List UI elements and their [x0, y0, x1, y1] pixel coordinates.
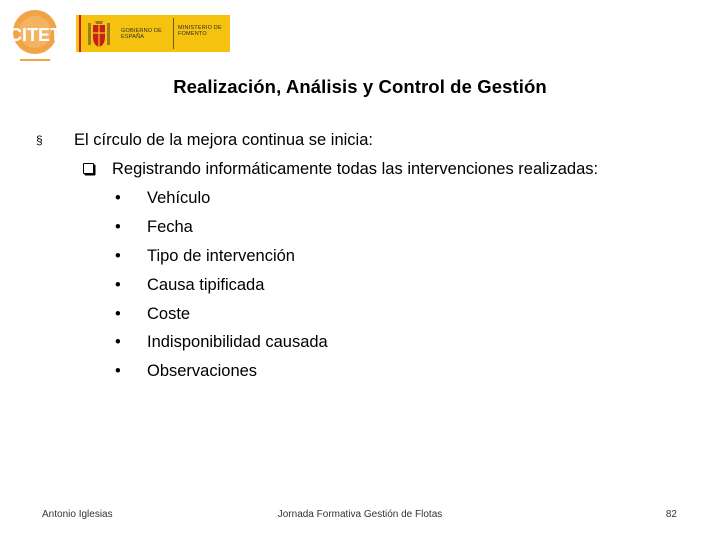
- bullet-dot: •: [115, 275, 121, 294]
- gov-logo-line1: GOBIERNO DE ESPAÑA: [121, 28, 163, 40]
- bullet-dot: •: [115, 304, 121, 323]
- footer-author: Antonio Iglesias: [42, 509, 113, 520]
- government-logo: [76, 15, 230, 52]
- gov-logo-line2: MINISTERIO DE FOMENTO: [178, 25, 222, 37]
- level1-marker: §: [36, 133, 43, 147]
- slide-title: Realización, Análisis y Control de Gestión: [173, 76, 547, 97]
- bullet-dot: •: [115, 189, 121, 207]
- bullet-dot: •: [115, 362, 121, 381]
- svg-text:CITET: CITET: [9, 25, 61, 45]
- citet-logo: [6, 8, 64, 64]
- list-item-text: Causa tipificada: [147, 275, 265, 294]
- footer-event: Jornada Formativa Gestión de Flotas: [277, 509, 443, 520]
- list-item-text: Fecha: [147, 217, 193, 236]
- list-item-text: Vehículo: [147, 189, 211, 207]
- level1-text: El círculo de la mejora continua se inicia:: [74, 131, 373, 149]
- list-item-text: Indisponibilidad causada: [147, 333, 328, 352]
- bullet-dot: •: [115, 246, 121, 265]
- list-item-text: Observaciones: [147, 362, 258, 381]
- footer-page-number: 82: [665, 509, 677, 520]
- coat-of-arms-icon: [81, 15, 117, 52]
- list-item-text: Coste: [147, 304, 191, 323]
- bullet-dot: •: [115, 333, 121, 352]
- bullet-dot: •: [115, 217, 121, 236]
- checkbox-bullet-icon: [83, 163, 94, 174]
- gov-logo-separator: [173, 18, 174, 49]
- level2-text: Registrando informáticamente todas las intervenciones realizadas:: [112, 160, 599, 178]
- list-item-text: Tipo de intervención: [147, 246, 295, 265]
